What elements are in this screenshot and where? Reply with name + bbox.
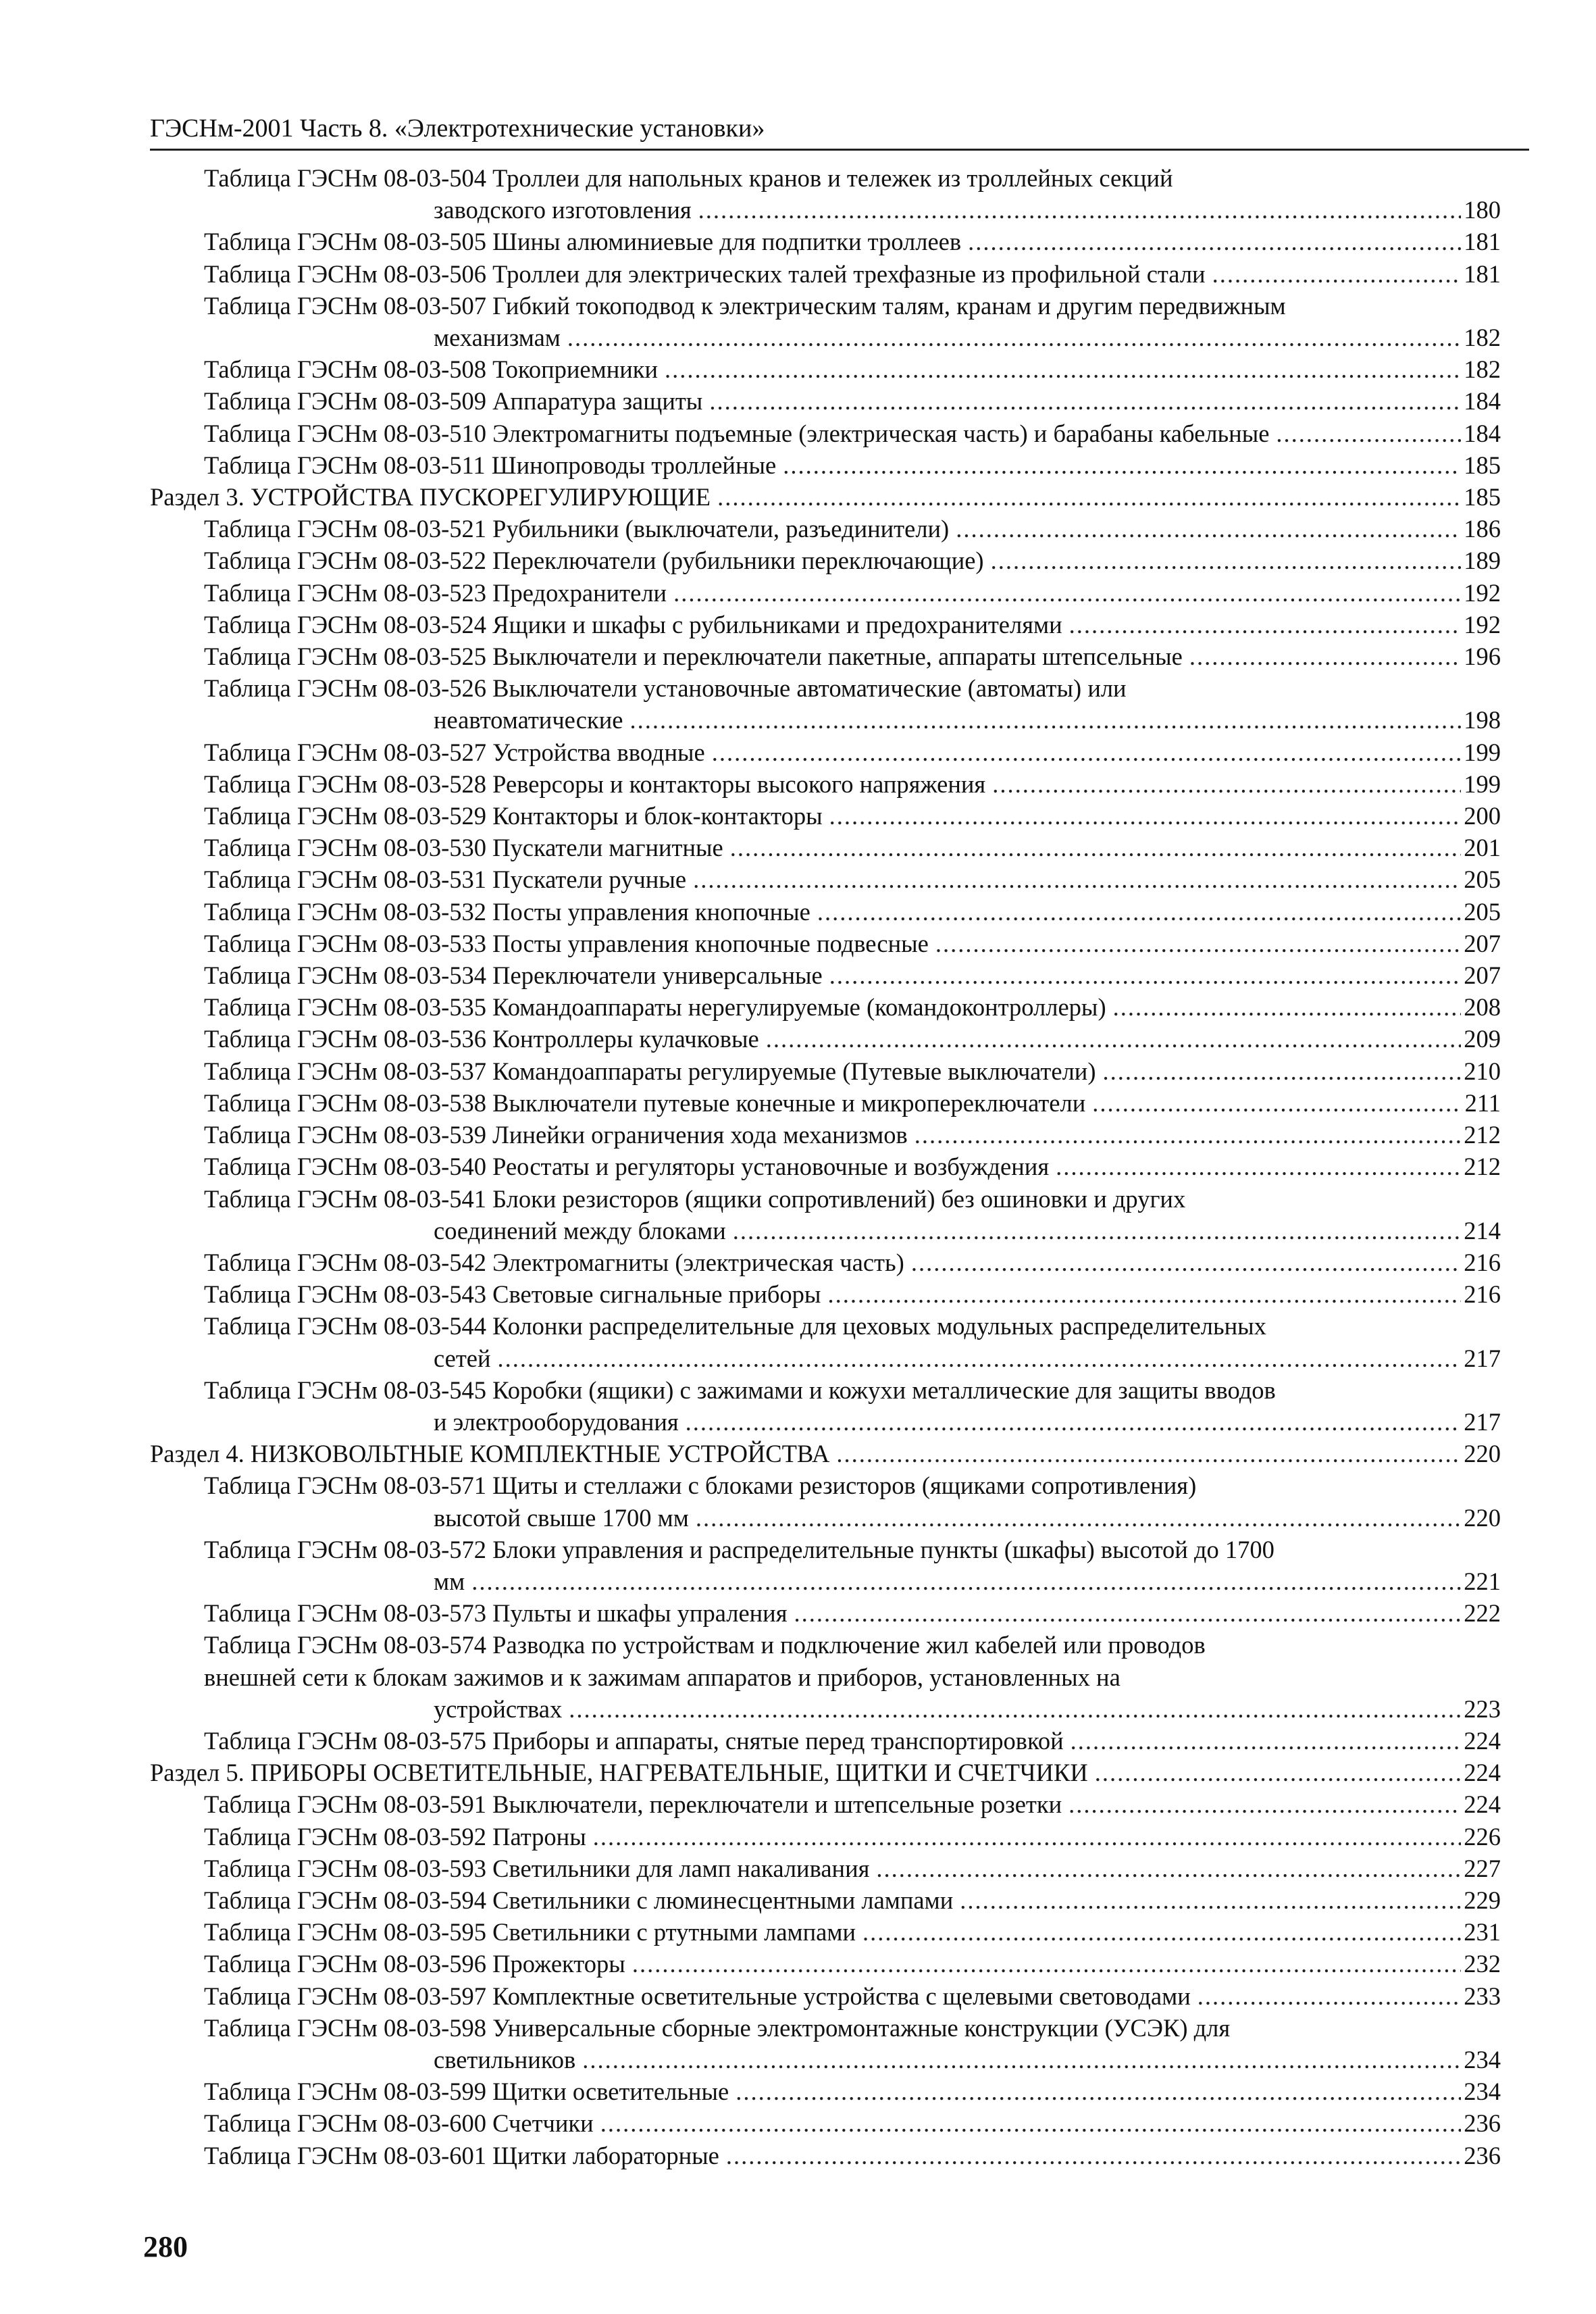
toc-entry-title: Таблица ГЭСНм 08-03-538 Выключатели путевые конечные и микропереключатели — [204, 1087, 1089, 1119]
dot-leader — [733, 1215, 1461, 1247]
toc-entry-last-line — [204, 1980, 1501, 2012]
toc-entry-page: 229 — [1464, 1886, 1501, 1914]
dot-leader — [569, 1693, 1461, 1725]
toc-table-entry — [150, 1629, 1501, 1725]
toc-entry-title-line: Таблица ГЭСНм 08-03-541 Блоки резисторов (ящики сопротивлений) без ошиновки и других — [204, 1184, 1186, 1213]
dot-leader — [876, 1853, 1461, 1884]
toc-entry-title: устройствах — [434, 1693, 566, 1725]
toc-table-entry — [150, 577, 1501, 609]
toc-table-entry — [150, 768, 1501, 800]
dot-leader — [471, 1565, 1461, 1597]
toc-table-entry — [150, 800, 1501, 832]
toc-entry-last-line — [204, 2076, 1501, 2107]
toc-entry-title-line: Таблица ГЭСНм 08-03-572 Блоки управления и распределительные пункты (шкафы) высотой до 1700 — [204, 1535, 1275, 1563]
toc-entry-page: 192 — [1464, 610, 1501, 638]
toc-entry-page: 185 — [1464, 451, 1501, 479]
toc-table-entry — [150, 1884, 1501, 1916]
toc-entry-page: 181 — [1464, 228, 1501, 256]
toc-entry-page: 227 — [1464, 1854, 1501, 1882]
toc-entry-last-line — [204, 226, 1501, 257]
dot-leader — [736, 2076, 1461, 2107]
dot-leader — [794, 1597, 1462, 1629]
toc-entry-last-line — [204, 640, 1501, 672]
toc-entry-last-line — [204, 1247, 1501, 1278]
dot-leader — [827, 1278, 1461, 1310]
toc-table-entry — [150, 832, 1501, 863]
toc-entry-page: 216 — [1464, 1248, 1501, 1276]
toc-entry-page: 189 — [1464, 547, 1501, 575]
dot-leader — [1056, 1151, 1461, 1182]
dot-leader — [1092, 1087, 1462, 1119]
dot-leader — [582, 2044, 1461, 2076]
toc-entry-last-line — [204, 832, 1501, 863]
dot-leader — [567, 322, 1461, 353]
toc-entry-title: Таблица ГЭСНм 08-03-523 Предохранители — [204, 577, 671, 609]
toc-entry-last-line — [204, 2140, 1501, 2171]
toc-table-entry — [150, 513, 1501, 545]
toc-entry-page: 236 — [1464, 2141, 1501, 2169]
toc-entry-last-line — [204, 800, 1501, 832]
toc-entry-title: Таблица ГЭСНм 08-03-525 Выключатели и переключатели пакетные, аппараты штепсельные — [204, 640, 1187, 672]
dot-leader — [1095, 1757, 1462, 1788]
toc-entry-title: Таблица ГЭСНм 08-03-522 Переключатели (рубильники переключающие) — [204, 545, 988, 576]
toc-entry-page: 224 — [1464, 1759, 1501, 1787]
dot-leader — [766, 1023, 1462, 1055]
toc-entry-last-line — [204, 928, 1501, 959]
toc-entry-last-line — [204, 736, 1501, 768]
dot-leader — [693, 863, 1461, 895]
toc-entry-title: Раздел 5. ПРИБОРЫ ОСВЕТИТЕЛЬНЫЕ, НАГРЕВАТЕЛЬНЫЕ, ЩИТКИ И СЧЕТЧИКИ — [150, 1757, 1092, 1788]
toc-table-entry — [150, 162, 1501, 226]
toc-table-entry — [150, 545, 1501, 576]
toc-entry-title: мм — [434, 1565, 469, 1597]
page-number: 280 — [143, 2230, 188, 2263]
toc-entry-page: 207 — [1464, 929, 1501, 957]
toc-entry-last-line — [204, 1597, 1501, 1629]
toc-entry-title: Таблица ГЭСНм 08-03-528 Реверсоры и контакторы высокого напряжения — [204, 768, 989, 800]
toc-table-entry — [150, 1183, 1501, 1247]
toc-entry-title: Таблица ГЭСНм 08-03-543 Световые сигнальные приборы — [204, 1278, 825, 1310]
toc-entry-last-line — [204, 1788, 1501, 1820]
toc-entry-last-line — [204, 1821, 1501, 1853]
toc-entry-last-line — [204, 449, 1501, 481]
dot-leader — [629, 704, 1461, 736]
toc-entry-title: и электрооборудования — [434, 1406, 683, 1438]
toc-entry-last-line — [434, 2044, 1501, 2076]
toc-entry-title: Таблица ГЭСНм 08-03-594 Светильники с люминесцентными лампами — [204, 1884, 957, 1916]
toc-entry-title: неавтоматические — [434, 704, 627, 736]
dot-leader — [726, 2140, 1461, 2171]
toc-entry-title-line: Таблица ГЭСНм 08-03-544 Колонки распределительные для цеховых модульных распределительных — [204, 1312, 1266, 1340]
toc-entry-last-line — [150, 1757, 1501, 1788]
toc-table-entry — [150, 2076, 1501, 2107]
toc-entry-title: Таблица ГЭСНм 08-03-591 Выключатели, переключатели и штепсельные розетки — [204, 1788, 1066, 1820]
toc-entry-page: 222 — [1464, 1599, 1501, 1628]
toc-entry-page: 224 — [1464, 1790, 1501, 1819]
toc-entry-last-line — [204, 1087, 1501, 1119]
dot-leader — [712, 736, 1462, 768]
toc-entry-page: 181 — [1464, 259, 1501, 288]
toc-entry-last-line — [204, 418, 1501, 449]
dot-leader — [696, 1502, 1461, 1534]
dot-leader — [1189, 640, 1461, 672]
dot-leader — [863, 1916, 1461, 1948]
toc-entry-page: 184 — [1464, 387, 1501, 416]
toc-entry-title: Таблица ГЭСНм 08-03-534 Переключатели универсальные — [204, 959, 827, 991]
toc-entry-title-line: Таблица ГЭСНм 08-03-526 Выключатели установочные автоматические (автоматы) или — [204, 674, 1127, 703]
dot-leader — [836, 1438, 1461, 1469]
toc-entry-last-line — [434, 194, 1501, 226]
dot-leader — [956, 513, 1461, 545]
toc-entry-title: Таблица ГЭСНм 08-03-509 Аппаратура защиты — [204, 385, 706, 417]
toc-entry-last-line — [434, 1406, 1501, 1438]
toc-entry-last-line — [204, 577, 1501, 609]
toc-entry-title: Таблица ГЭСНм 08-03-537 Командоаппараты регулируемые (Путевые выключатели) — [204, 1055, 1100, 1087]
toc-entry-title: Таблица ГЭСНм 08-03-531 Пускатели ручные — [204, 863, 690, 895]
toc-entry-page: 199 — [1464, 738, 1501, 766]
toc-entry-title: соединений между блоками — [434, 1215, 730, 1247]
toc-table-entry — [150, 1087, 1501, 1119]
toc-table-entry — [150, 353, 1501, 385]
dot-leader — [991, 545, 1462, 576]
toc-entry-title-line: внешней сети к блокам зажимов и к зажимам аппаратов и приборов, установленных на — [204, 1663, 1121, 1691]
dot-leader — [717, 481, 1461, 513]
toc-entry-title: Раздел 4. НИЗКОВОЛЬТНЫЕ КОМПЛЕКТНЫЕ УСТРОЙСТВА — [150, 1438, 833, 1469]
toc-table-entry — [150, 1821, 1501, 1853]
toc-table-entry — [150, 991, 1501, 1023]
toc-entry-last-line — [434, 1502, 1501, 1534]
toc-entry-last-line — [204, 896, 1501, 928]
toc-entry-page: 233 — [1464, 1982, 1501, 2010]
toc-table-entry — [150, 1119, 1501, 1151]
toc-entry-title: Таблица ГЭСНм 08-03-596 Прожекторы — [204, 1948, 629, 1980]
toc-entry-last-line — [434, 704, 1501, 736]
toc-section-entry — [150, 481, 1501, 513]
toc-entry-page: 182 — [1464, 324, 1501, 352]
toc-entry-last-line — [150, 481, 1501, 513]
toc-table-entry — [150, 1247, 1501, 1278]
table-of-contents — [150, 162, 1501, 2171]
toc-table-entry — [150, 1374, 1501, 1438]
toc-entry-page: 212 — [1464, 1121, 1501, 1149]
toc-entry-title: Таблица ГЭСНм 08-03-595 Светильники с ртутными лампами — [204, 1916, 860, 1948]
toc-table-entry — [150, 1278, 1501, 1310]
dot-leader — [686, 1406, 1462, 1438]
toc-entry-title: Таблица ГЭСНм 08-03-600 Счетчики — [204, 2107, 598, 2139]
toc-entry-page: 199 — [1464, 770, 1501, 798]
toc-entry-page: 180 — [1464, 196, 1501, 224]
dot-leader — [1212, 258, 1462, 290]
dot-leader — [673, 577, 1461, 609]
toc-entry-last-line — [204, 545, 1501, 576]
dot-leader — [1069, 1788, 1461, 1820]
toc-table-entry — [150, 1534, 1501, 1597]
toc-entry-last-line — [204, 1119, 1501, 1151]
toc-entry-last-line — [204, 353, 1501, 385]
toc-entry-last-line — [434, 1693, 1501, 1725]
toc-table-entry — [150, 1725, 1501, 1757]
toc-entry-last-line — [204, 1948, 1501, 1980]
toc-entry-title: Таблица ГЭСНм 08-03-536 Контроллеры кулачковые — [204, 1023, 763, 1055]
dot-leader — [829, 800, 1462, 832]
toc-entry-page: 236 — [1464, 2109, 1501, 2138]
toc-table-entry — [150, 226, 1501, 257]
toc-table-entry — [150, 1055, 1501, 1087]
toc-entry-page: 216 — [1464, 1280, 1501, 1309]
toc-entry-title: Таблица ГЭСНм 08-03-524 Ящики и шкафы с рубильниками и предохранителями — [204, 609, 1066, 640]
toc-entry-page: 207 — [1464, 961, 1501, 990]
toc-entry-title: Таблица ГЭСНм 08-03-597 Комплектные осветительные устройства с щелевыми световодами — [204, 1980, 1195, 2012]
dot-leader — [960, 1884, 1461, 1916]
toc-entry-page: 226 — [1464, 1822, 1501, 1851]
toc-entry-last-line — [204, 1725, 1501, 1757]
toc-entry-page: 224 — [1464, 1726, 1501, 1755]
toc-table-entry — [150, 863, 1501, 895]
toc-table-entry — [150, 672, 1501, 736]
toc-table-entry — [150, 1788, 1501, 1820]
toc-entry-page: 217 — [1464, 1407, 1501, 1436]
toc-entry-page: 214 — [1464, 1216, 1501, 1244]
toc-entry-title: Таблица ГЭСНм 08-03-593 Светильники для ламп накаливания — [204, 1853, 873, 1884]
toc-table-entry — [150, 1310, 1501, 1374]
toc-entry-title: Таблица ГЭСНм 08-03-527 Устройства вводные — [204, 736, 709, 768]
dot-leader — [783, 449, 1461, 481]
toc-entry-page: 220 — [1464, 1440, 1501, 1468]
toc-entry-page: 210 — [1464, 1057, 1501, 1085]
toc-table-entry — [150, 1469, 1501, 1533]
toc-entry-title: заводского изготовления — [434, 194, 696, 226]
toc-entry-page: 209 — [1464, 1025, 1501, 1053]
toc-entry-page: 217 — [1464, 1344, 1501, 1372]
toc-table-entry — [150, 258, 1501, 290]
dot-leader — [911, 1247, 1461, 1278]
toc-entry-page: 232 — [1464, 1950, 1501, 1978]
toc-entry-last-line — [204, 768, 1501, 800]
toc-entry-page: 196 — [1464, 643, 1501, 671]
toc-entry-title-line: Таблица ГЭСНм 08-03-571 Щиты и стеллажи с блоками резисторов (ящиками сопротивления) — [204, 1472, 1197, 1500]
toc-entry-title: Таблица ГЭСНм 08-03-530 Пускатели магнитные — [204, 832, 727, 863]
toc-table-entry — [150, 959, 1501, 991]
toc-entry-title-line: Таблица ГЭСНм 08-03-507 Гибкий токоподвод к электрическим талям, кранам и другим передвижным — [204, 291, 1286, 320]
toc-entry-page: 198 — [1464, 706, 1501, 734]
dot-leader — [730, 832, 1462, 863]
toc-entry-title: Таблица ГЭСНм 08-03-521 Рубильники (выключатели, разъединители) — [204, 513, 953, 545]
toc-entry-title: Таблица ГЭСНм 08-03-532 Посты управления кнопочные — [204, 896, 815, 928]
toc-table-entry — [150, 640, 1501, 672]
toc-entry-last-line — [204, 2107, 1501, 2139]
toc-table-entry — [150, 1023, 1501, 1055]
dot-leader — [600, 2107, 1462, 2139]
toc-entry-last-line — [204, 1055, 1501, 1087]
toc-entry-page: 182 — [1464, 355, 1501, 384]
toc-table-entry — [150, 290, 1501, 353]
toc-table-entry — [150, 609, 1501, 640]
toc-entry-title: светильников — [434, 2044, 580, 2076]
toc-entry-last-line — [204, 385, 1501, 417]
dot-leader — [593, 1821, 1462, 1853]
toc-entry-page: 208 — [1464, 993, 1501, 1022]
toc-entry-last-line — [204, 1023, 1501, 1055]
toc-entry-last-line — [434, 1342, 1501, 1374]
toc-entry-title: Таблица ГЭСНм 08-03-535 Командоаппараты нерегулируемые (командоконтроллеры) — [204, 991, 1110, 1023]
toc-entry-title: Таблица ГЭСНм 08-03-542 Электромагниты (электрическая часть) — [204, 1247, 908, 1278]
toc-entry-page: 234 — [1464, 2045, 1501, 2073]
toc-entry-title-line: Таблица ГЭСНм 08-03-598 Универсальные сборные электромонтажные конструкции (УСЭК) для — [204, 2013, 1231, 2042]
toc-table-entry — [150, 2012, 1501, 2076]
toc-table-entry — [150, 1916, 1501, 1948]
toc-entry-page: 205 — [1464, 865, 1501, 894]
toc-entry-title: Таблица ГЭСНм 08-03-505 Шины алюминиевые для подпитки троллеев — [204, 226, 965, 257]
toc-entry-page: 200 — [1464, 802, 1501, 830]
toc-entry-page: 212 — [1464, 1153, 1501, 1181]
dot-leader — [1071, 1725, 1462, 1757]
toc-entry-page: 201 — [1464, 834, 1501, 862]
dot-leader — [915, 1119, 1462, 1151]
dot-leader — [698, 194, 1462, 226]
toc-entry-last-line — [204, 1151, 1501, 1182]
toc-table-entry — [150, 385, 1501, 417]
dot-leader — [829, 959, 1462, 991]
toc-table-entry — [150, 1597, 1501, 1629]
toc-section-entry — [150, 1438, 1501, 1469]
toc-entry-page: 185 — [1464, 483, 1501, 511]
toc-table-entry — [150, 896, 1501, 928]
dot-leader — [1198, 1980, 1462, 2012]
toc-table-entry — [150, 2107, 1501, 2139]
toc-entry-last-line — [204, 991, 1501, 1023]
toc-entry-last-line — [204, 258, 1501, 290]
dot-leader — [1069, 609, 1462, 640]
toc-entry-title: Таблица ГЭСНм 08-03-539 Линейки ограничения хода механизмов — [204, 1119, 912, 1151]
toc-section-entry — [150, 1757, 1501, 1788]
toc-entry-title: Таблица ГЭСНм 08-03-601 Щитки лабораторные — [204, 2140, 723, 2171]
toc-entry-title: механизмам — [434, 322, 565, 353]
toc-entry-title: Таблица ГЭСНм 08-03-575 Приборы и аппараты, снятые перед транспортировкой — [204, 1725, 1068, 1757]
dot-leader — [817, 896, 1461, 928]
dot-leader — [665, 353, 1461, 385]
toc-entry-title: Таблица ГЭСНм 08-03-592 Патроны — [204, 1821, 590, 1853]
toc-entry-last-line — [204, 863, 1501, 895]
toc-table-entry — [150, 449, 1501, 481]
toc-entry-page: 223 — [1464, 1694, 1501, 1723]
dot-leader — [992, 768, 1461, 800]
toc-entry-title: Таблица ГЭСНм 08-03-533 Посты управления кнопочные подвесные — [204, 928, 933, 959]
toc-table-entry — [150, 2140, 1501, 2171]
toc-table-entry — [150, 418, 1501, 449]
toc-entry-last-line — [204, 1853, 1501, 1884]
toc-entry-title: Таблица ГЭСНм 08-03-506 Троллеи для электрических талей трехфазные из профильной стали — [204, 258, 1210, 290]
toc-entry-title: Таблица ГЭСНм 08-03-529 Контакторы и блок-контакторы — [204, 800, 827, 832]
toc-entry-title-line: Таблица ГЭСНм 08-03-504 Троллеи для напольных кранов и тележек из троллейных секций — [204, 164, 1173, 192]
dot-leader — [498, 1342, 1462, 1374]
toc-table-entry — [150, 1948, 1501, 1980]
toc-table-entry — [150, 1151, 1501, 1182]
toc-entry-page: 186 — [1464, 515, 1501, 543]
toc-entry-page: 192 — [1464, 578, 1501, 607]
dot-leader — [709, 385, 1461, 417]
toc-entry-last-line — [204, 513, 1501, 545]
toc-table-entry — [150, 1980, 1501, 2012]
toc-entry-title: Таблица ГЭСНм 08-03-573 Пульты и шкафы упраления — [204, 1597, 792, 1629]
toc-entry-page: 211 — [1464, 1088, 1501, 1117]
toc-entry-title: Таблица ГЭСНм 08-03-540 Реостаты и регуляторы установочные и возбуждения — [204, 1151, 1053, 1182]
toc-entry-page: 220 — [1464, 1503, 1501, 1532]
toc-entry-title: сетей — [434, 1342, 495, 1374]
toc-table-entry — [150, 1853, 1501, 1884]
toc-entry-last-line — [150, 1438, 1501, 1469]
dot-leader — [935, 928, 1461, 959]
toc-entry-last-line — [434, 1215, 1501, 1247]
toc-entry-last-line — [434, 322, 1501, 353]
page-header-title: ГЭСНм-2001 Часть 8. «Электротехнические установки» — [150, 114, 765, 143]
toc-entry-last-line — [204, 959, 1501, 991]
toc-entry-title: Таблица ГЭСНм 08-03-508 Токоприемники — [204, 353, 662, 385]
toc-entry-page: 231 — [1464, 1918, 1501, 1946]
toc-entry-title-line: Таблица ГЭСНм 08-03-574 Разводка по устройствам и подключение жил кабелей или проводов — [204, 1631, 1206, 1659]
dot-leader — [1113, 991, 1462, 1023]
dot-leader — [1276, 418, 1461, 449]
toc-entry-page: 205 — [1464, 897, 1501, 926]
toc-entry-page: 234 — [1464, 2078, 1501, 2106]
dot-leader — [632, 1948, 1461, 1980]
dot-leader — [1103, 1055, 1462, 1087]
toc-entry-title: Таблица ГЭСНм 08-03-511 Шинопроводы троллейные — [204, 449, 780, 481]
toc-entry-last-line — [204, 1884, 1501, 1916]
toc-entry-title: Таблица ГЭСНм 08-03-599 Щитки осветительные — [204, 2076, 733, 2107]
toc-entry-title: Таблица ГЭСНм 08-03-510 Электромагниты подъемные (электрическая часть) и барабаны кабельные — [204, 418, 1273, 449]
toc-table-entry — [150, 736, 1501, 768]
toc-entry-title: Раздел 3. УСТРОЙСТВА ПУСКОРЕГУЛИРУЮЩИЕ — [150, 481, 715, 513]
toc-entry-last-line — [434, 1565, 1501, 1597]
dot-leader — [968, 226, 1461, 257]
toc-entry-title: высотой свыше 1700 мм — [434, 1502, 693, 1534]
toc-entry-page: 221 — [1464, 1567, 1501, 1595]
toc-entry-last-line — [204, 609, 1501, 640]
toc-entry-last-line — [204, 1278, 1501, 1310]
page-header — [150, 112, 1529, 151]
toc-entry-page: 184 — [1464, 419, 1501, 447]
toc-table-entry — [150, 928, 1501, 959]
toc-entry-last-line — [204, 1916, 1501, 1948]
toc-entry-title-line: Таблица ГЭСНм 08-03-545 Коробки (ящики) с зажимами и кожухи металлические для защиты вводов — [204, 1376, 1276, 1404]
